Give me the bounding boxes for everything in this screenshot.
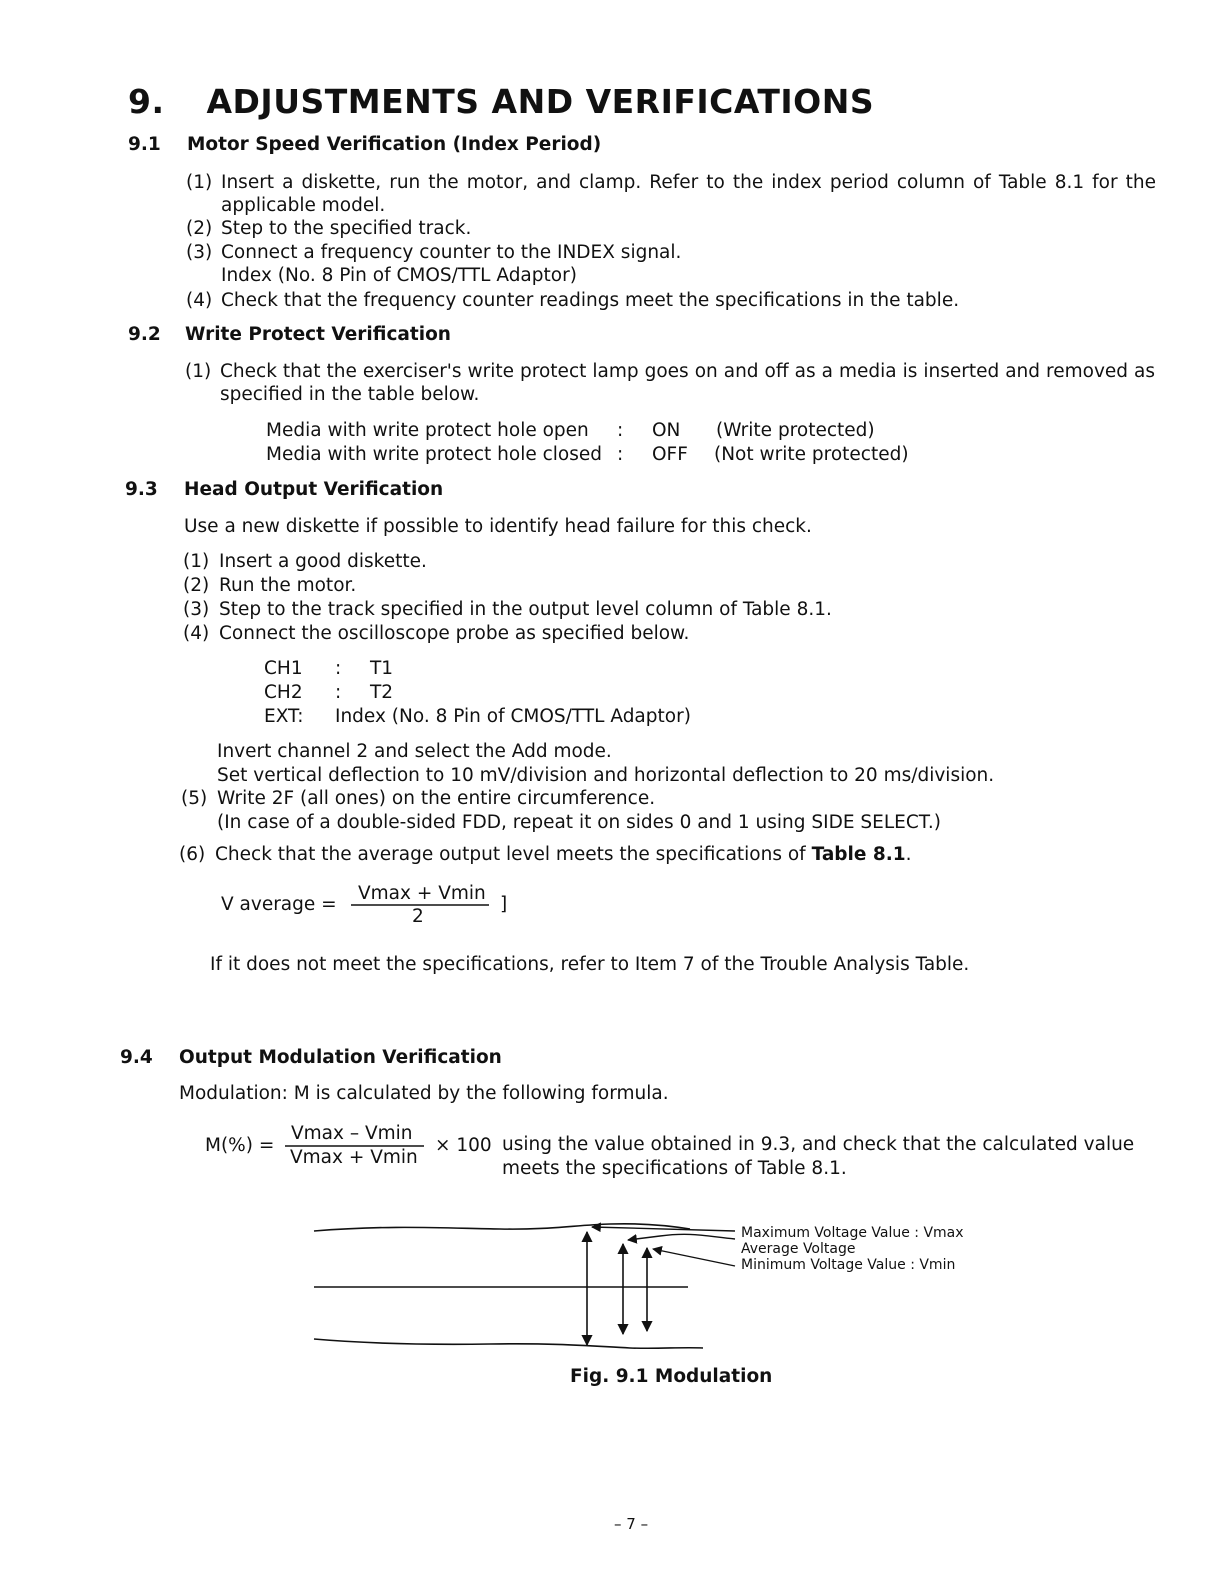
s91-step3-line1: Connect a frequency counter to the INDEX signal. <box>221 242 682 263</box>
s92-step1-line2: specified in the table below. <box>220 384 480 405</box>
section-9-2-title: Write Protect Verification <box>185 324 451 345</box>
s93-intro: Use a new diskette if possible to identify head failure for this check. <box>184 516 812 537</box>
wp-row1-state: ON <box>652 420 681 441</box>
s93-note: If it does not meet the specifications, refer to Item 7 of the Trouble Analysis Table. <box>210 954 970 975</box>
vavg-bracket: ] <box>500 894 508 915</box>
probe-ext-label: EXT: <box>264 706 304 727</box>
probe-ch2-sep: : <box>335 682 342 703</box>
s91-step4-num: (4) <box>186 290 213 311</box>
probe-ext-value: Index (No. 8 Pin of CMOS/TTL Adaptor) <box>335 706 691 727</box>
wp-row1-sep: : <box>617 420 624 441</box>
probe-ch2-label: CH2 <box>264 682 303 703</box>
s93-step2-text: Run the motor. <box>219 575 357 596</box>
label-vmin: Minimum Voltage Value : Vmin <box>741 1257 956 1273</box>
s93-step3-text: Step to the track specified in the output level column of Table 8.1. <box>219 599 832 620</box>
s93-step5-line2: (In case of a double-sided FDD, repeat it on sides 0 and 1 using SIDE SELECT.) <box>217 812 941 833</box>
chapter-number: 9. <box>128 82 165 121</box>
figure-caption: Fig. 9.1 Modulation <box>570 1366 773 1387</box>
s93-step4-num: (4) <box>183 623 210 644</box>
page-number: – 7 – <box>614 1515 649 1533</box>
s91-step2-text: Step to the specified track. <box>221 218 472 239</box>
section-9-3-number: 9.3 <box>125 479 158 500</box>
vavg-lhs: V average = <box>221 894 337 915</box>
mod-lhs: M(%) = <box>205 1135 275 1156</box>
s93-step6-num: (6) <box>179 844 206 865</box>
vavg-denominator: 2 <box>412 906 424 927</box>
s92-step1-line1: Check that the exerciser's write protect lamp goes on and off as a media is inserted and removed as <box>220 361 1155 382</box>
s93-step1-text: Insert a good diskette. <box>219 551 427 572</box>
probe-ch1-sep: : <box>335 658 342 679</box>
s94-intro: Modulation: M is calculated by the following formula. <box>179 1083 669 1104</box>
s93-step6-end: . <box>905 844 912 865</box>
probe-ch1-label: CH1 <box>264 658 303 679</box>
section-9-1-title: Motor Speed Verification (Index Period) <box>187 134 602 155</box>
s91-step1-line1: Insert a diskette, run the motor, and clamp. Refer to the index period column of Table 8.1 for the <box>221 172 1156 193</box>
vavg-numerator: Vmax + Vmin <box>358 883 486 904</box>
wp-row1-media: Media with write protect hole open <box>266 420 589 441</box>
lower-envelope <box>314 1339 703 1348</box>
s91-step1-line2: applicable model. <box>221 195 386 216</box>
chapter-title: ADJUSTMENTS AND VERIFICATIONS <box>206 82 875 121</box>
upper-envelope <box>314 1224 690 1231</box>
wp-row2-sep: : <box>617 444 624 465</box>
wp-row2-state: OFF <box>652 444 688 465</box>
wp-row1-note: (Write protected) <box>716 420 875 441</box>
mod-desc-line1: using the value obtained in 9.3, and check that the calculated value <box>502 1134 1135 1155</box>
s93-step6-main: Check that the average output level meets the specifications of <box>215 844 812 865</box>
section-9-1-number: 9.1 <box>128 134 161 155</box>
s93-step2-num: (2) <box>183 575 210 596</box>
s91-step3-num: (3) <box>186 242 213 263</box>
mod-denominator: Vmax + Vmin <box>290 1147 418 1168</box>
s93-step6-table-ref: Table 8.1 <box>811 844 906 865</box>
vmin-leader <box>653 1249 735 1266</box>
mod-desc-line2: meets the specifications of Table 8.1. <box>502 1158 847 1179</box>
section-9-4-number: 9.4 <box>120 1047 153 1068</box>
s93-step4-text: Connect the oscilloscope probe as specified below. <box>219 623 690 644</box>
average-leader <box>628 1234 735 1240</box>
wp-row2-media: Media with write protect hole closed <box>266 444 603 465</box>
section-9-3-title: Head Output Verification <box>184 479 444 500</box>
wp-row2-note: (Not write protected) <box>714 444 909 465</box>
s93-step1-num: (1) <box>183 551 210 572</box>
label-average: Average Voltage <box>741 1241 856 1257</box>
s91-step3-line2: Index (No. 8 Pin of CMOS/TTL Adaptor) <box>221 265 577 286</box>
probe-ch2-value: T2 <box>370 682 394 703</box>
label-vmax: Maximum Voltage Value : Vmax <box>741 1225 964 1241</box>
s91-step1-num: (1) <box>186 172 213 193</box>
s91-step4-text: Check that the frequency counter readings meet the specifications in the table. <box>221 290 960 311</box>
s93-step5-line1: Write 2F (all ones) on the entire circumference. <box>217 788 656 809</box>
section-9-2-number: 9.2 <box>128 324 161 345</box>
s91-step2-num: (2) <box>186 218 213 239</box>
vmax-leader <box>592 1227 735 1231</box>
s93-step5-num: (5) <box>181 788 208 809</box>
mod-numerator: Vmax – Vmin <box>291 1123 413 1144</box>
section-9-4-title: Output Modulation Verification <box>179 1047 502 1068</box>
s93-deflection: Set vertical deflection to 10 mV/division and horizontal deflection to 20 ms/division. <box>217 765 995 786</box>
s93-step3-num: (3) <box>183 599 210 620</box>
mod-multiplier: × 100 <box>435 1135 492 1156</box>
s93-invert: Invert channel 2 and select the Add mode. <box>217 741 612 762</box>
probe-ch1-value: T1 <box>370 658 394 679</box>
s92-step1-num: (1) <box>185 361 212 382</box>
